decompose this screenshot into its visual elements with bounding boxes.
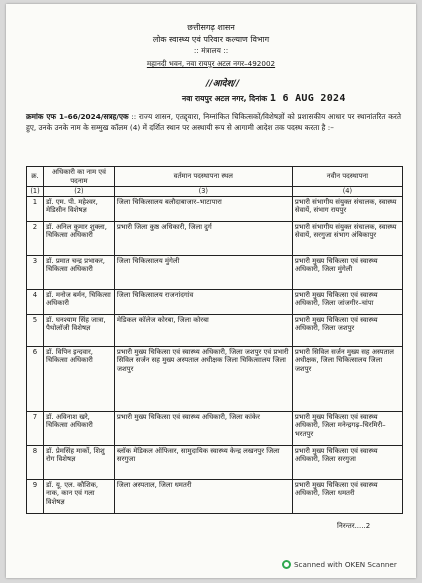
order-body: :: राज्य शासन, एतद्द्वारा, निम्नांकित चिकित्सकों/विशेषज्ञों को प्रशासकीय आधार पर स्थानांतरित करते हुए, उनके उनके नाम के सम्मुख कॉलम (4) में दर्शित स्थान पर अस्थायी रूप से आगामी आदेश तक पदस्थ करता है :– [26, 112, 401, 132]
officer-name: डॉ. अनिल कुमार शुक्ला, चिकित्सा अधिकारी [44, 221, 115, 255]
current-posting: प्रभारी मुख्य चिकित्सा एवं स्वास्थ्य अधिकारी, जिला जशपुर एवं प्रभारी सिविल सर्जन सह मुख्य अस्पताल अधीक्षक जिला चिकित्सालय जिला जशपुर [114, 346, 292, 411]
current-posting: जिला चिकित्सालय मुंगेली [114, 255, 292, 289]
continued-note: निरन्तर.....2 [337, 522, 371, 530]
officer-name: डॉ. एम. पी. महेश्वर, मेडिसीन विशेषज्ञ [44, 196, 115, 221]
new-posting: प्रभारी मुख्य चिकित्सा एवं स्वास्थ्य अधिकारी, जिला सरगुजा [292, 445, 402, 479]
table-row [27, 255, 403, 289]
current-posting: मेडिकल कॉलेज कोरबा, जिला कोरबा [114, 314, 292, 346]
table-row [27, 346, 403, 411]
row-sn: 1 [27, 196, 44, 221]
date-stamp: 1 6 AUG 2024 [269, 93, 346, 104]
officer-name: डॉ. यू. एल. कौशिक, नाक, कान एवं गला विशेषज्ञ [44, 479, 115, 513]
table-row [27, 314, 403, 346]
new-posting: प्रभारी मुख्य चिकित्सा एवं स्वास्थ्य अधिकारी, जिला धमतरी [292, 479, 402, 513]
col-number: (2) [44, 187, 115, 197]
row-sn: 5 [27, 314, 44, 346]
document-page [6, 4, 416, 578]
col-number: (3) [114, 187, 292, 197]
table-row [27, 289, 403, 314]
table-row [27, 479, 403, 513]
new-posting: प्रभारी मुख्य चिकित्सा एवं स्वास्थ्य अधिकारी, जिला जांजगीर–चांपा [292, 289, 402, 314]
order-number: क्रमांक एफ 1–66/2024/सत्रह/एक [26, 112, 129, 121]
place-date [182, 93, 346, 104]
new-posting: प्रभारी संभागीय संयुक्त संचालक, स्वास्थ्य सेवायें, संभाग रायपुर [292, 196, 402, 221]
row-sn: 7 [27, 411, 44, 445]
new-posting: प्रभारी सिविल सर्जन मुख्य सह अस्पताल अधीक्षक, जिला चिकित्सालय जिला जशपुर [292, 346, 402, 411]
header-sn: क्र. [27, 167, 44, 187]
scanner-logo-icon [282, 560, 291, 569]
header-current: वर्तमान पदस्थापना स्थल [114, 167, 292, 187]
new-posting: प्रभारी मुख्य चिकित्सा एवं स्वास्थ्य अधिकारी, जिला मुंगेली [292, 255, 402, 289]
table-row [27, 445, 403, 479]
row-sn: 4 [27, 289, 44, 314]
officer-name: डॉ. मनोज बर्मन, चिकित्सा अधिकारी [44, 289, 115, 314]
row-sn: 8 [27, 445, 44, 479]
row-sn: 2 [27, 221, 44, 255]
row-sn: 6 [27, 346, 44, 411]
scanner-text: Scanned with OKEN Scanner [294, 560, 397, 569]
row-sn: 3 [27, 255, 44, 289]
col-number: (4) [292, 187, 402, 197]
new-posting: प्रभारी मुख्य चिकित्सा एवं स्वास्थ्य अधिकारी, जिला जशपुर [292, 314, 402, 346]
table-row [27, 411, 403, 445]
current-posting: प्रभारी मुख्य चिकित्सा एवं स्वास्थ्य अधिकारी, जिला कांकेर [114, 411, 292, 445]
transfer-table [26, 166, 403, 514]
header-new: नवीन पदस्थापना [292, 167, 402, 187]
order-paragraph [26, 112, 401, 133]
govt-name: छत्तीसगढ़ शासन [187, 23, 235, 32]
table-row [27, 196, 403, 221]
current-posting: प्रभारी जिला कुष्ठ अधिकारी, जिला दुर्ग [114, 221, 292, 255]
col-number: (1) [27, 187, 44, 197]
department-name: लोक स्वास्थ्य एवं परिवार कल्याण विभाग [152, 35, 270, 44]
table-row [27, 221, 403, 255]
scanner-watermark [282, 560, 397, 569]
current-posting: जिला चिकित्सालय बलौदाबाजार–भाटापारा [114, 196, 292, 221]
row-sn: 9 [27, 479, 44, 513]
office-address: महानदी भवन, नवा रायपुर अटल नगर–492002 [146, 59, 276, 68]
new-posting: प्रभारी संभागीय संयुक्त संचालक, स्वास्थ्य सेवायें, सरगुजा संभाग अंबिकापुर [292, 221, 402, 255]
officer-name: डॉ. अविनाश खरे, चिकित्सा अधिकारी [44, 411, 115, 445]
new-posting: प्रभारी मुख्य चिकित्सा एवं स्वास्थ्य अधिकारी, जिला मनेन्द्रगढ़–चिरमिरी–भरतपुर [292, 411, 402, 445]
officer-name: डॉ. प्रेमसिंह मार्को, शिशु रोग विशेषज्ञ [44, 445, 115, 479]
officer-name: डॉ. घनश्याम सिंह जात्रा, पैथोलॉजी विशेषज्ञ [44, 314, 115, 346]
current-posting: जिला अस्पताल, जिला धमतरी [114, 479, 292, 513]
current-posting: ब्लॉक मेडिकल ऑफिसर, सामुदायिक स्वास्थ्य केन्द्र लखनपुर जिला सरगुजा [114, 445, 292, 479]
place-date-label: नवा रायपुर अटल नगर, दिनांक [182, 94, 268, 103]
officer-name: डॉ. प्रमात चन्द्र प्रभाकर, चिकित्सा अधिकारी [44, 255, 115, 289]
current-posting: जिला चिकित्सालय राजनांदगांव [114, 289, 292, 314]
officer-name: डॉ. विपिन इन्दवार, चिकित्सा अधिकारी [44, 346, 115, 411]
ministry-label: :: मंत्रालय :: [193, 46, 229, 55]
header-name: अधिकारी का नाम एवं पदनाम [44, 167, 115, 187]
order-title: //आदेश// [206, 79, 240, 89]
